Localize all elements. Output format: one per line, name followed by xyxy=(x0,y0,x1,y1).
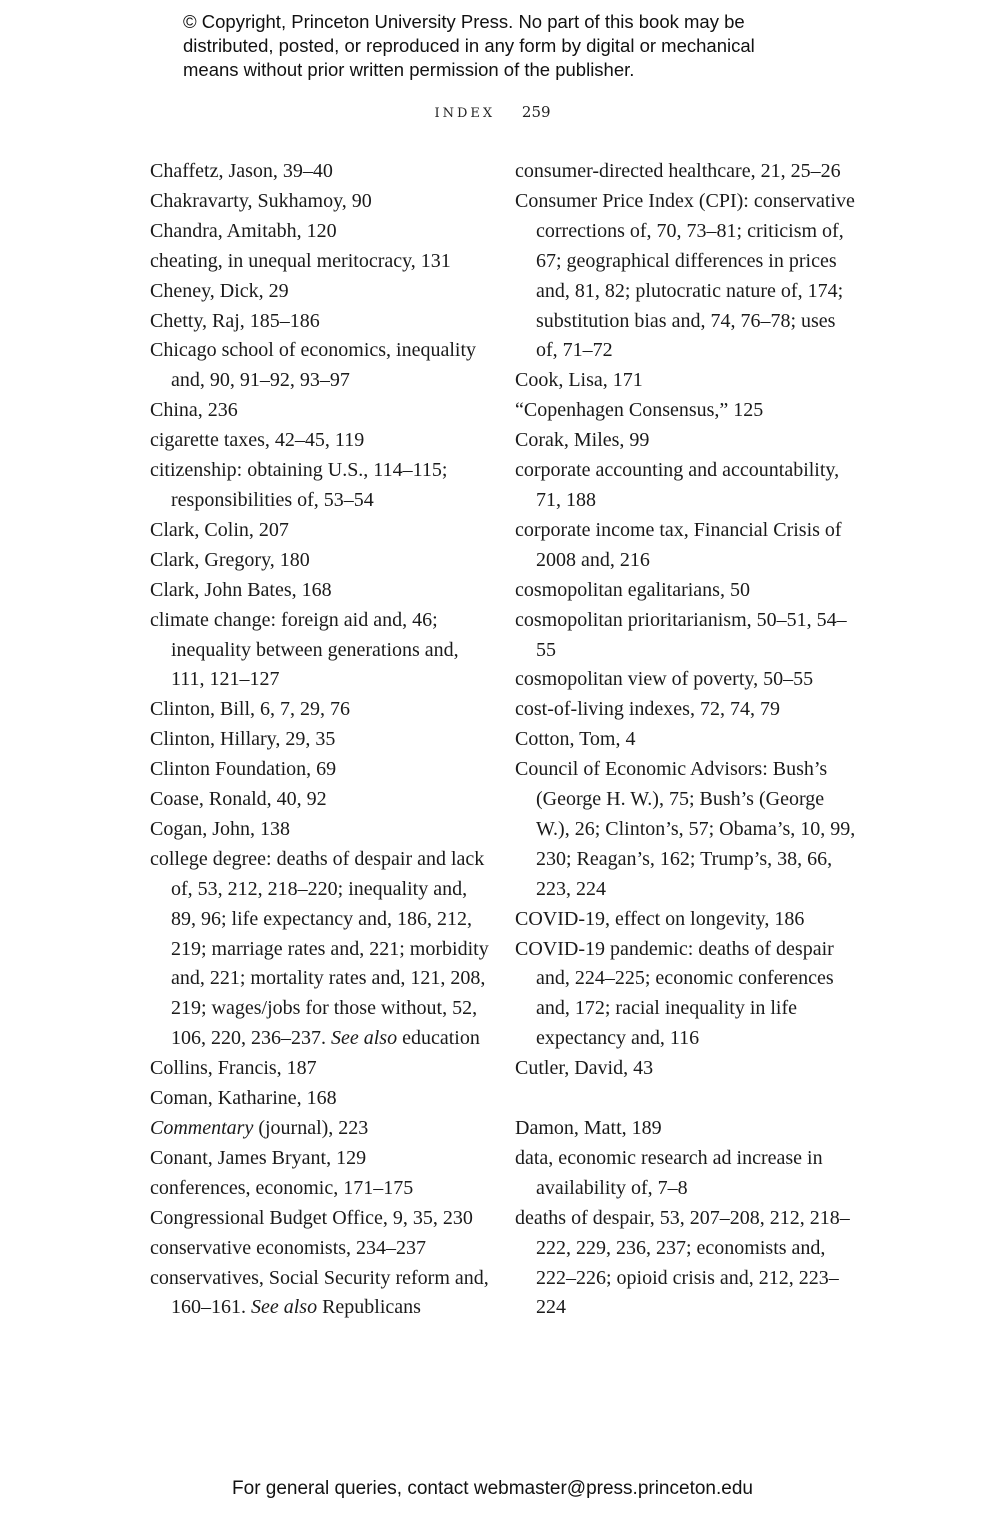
index-entry-conservatives xyxy=(150,1264,495,1324)
index-entry: cosmopolitan egalitarians, 50 xyxy=(515,578,750,601)
running-head-label: INDEX xyxy=(434,106,496,121)
index-entry-college-degree xyxy=(150,845,495,1054)
index-entry: Clinton Foundation, 69 xyxy=(150,758,337,781)
entry-text: conservatives, Social Security reform and, 160–161. xyxy=(150,1266,489,1319)
letter-group-gap xyxy=(515,1084,860,1114)
index-entry: conservative economists, 234–237 xyxy=(150,1236,427,1259)
index-entry: Cotton, Tom, 4 xyxy=(515,728,636,751)
index-entry: deaths of despair, 53, 207–208, 212, 218–222, 229, 236, 237; economists and, 222–226; opioid crisis and, 212, 223–224 xyxy=(515,1206,850,1319)
index-entry: Chetty, Raj, 185–186 xyxy=(150,309,320,332)
index-entry: corporate accounting and accountability, 71, 188 xyxy=(515,459,840,511)
index-entry-commentary xyxy=(150,1114,495,1144)
index-entry: Clark, Colin, 207 xyxy=(150,518,289,541)
see-also-label: See also xyxy=(331,1027,398,1050)
index-entry: COVID-19 pandemic: deaths of despair and, 224–225; economic conferences and, 172; racial inequality in life expectancy and, 116 xyxy=(515,937,834,1050)
index-entry: conferences, economic, 171–175 xyxy=(150,1176,414,1199)
index-entry: Cook, Lisa, 171 xyxy=(515,369,643,392)
index-entry: Coman, Katharine, 168 xyxy=(150,1087,337,1110)
page-number: 259 xyxy=(521,103,551,121)
index-entry: cost-of-living indexes, 72, 74, 79 xyxy=(515,698,780,721)
index-entry: Collins, Francis, 187 xyxy=(150,1057,317,1080)
index-entry: Chaffetz, Jason, 39–40 xyxy=(150,160,333,182)
copyright-line: © Copyright, Princeton University Press. No part of this book may be xyxy=(183,11,745,32)
running-head xyxy=(0,103,985,121)
index-column-left xyxy=(150,157,495,1323)
entry-text: college degree: deaths of despair and lack of, 53, 212, 218–220; inequality and, 89, 96; life expectancy and, 186, 212, 219; marriage rates and, 221; morbidity and, 221; mortality rates and, 121, 208, 219; wages/jobs for those without, 52, 106, 220, 236–237. xyxy=(150,847,489,1050)
index-entry: Coase, Ronald, 40, 92 xyxy=(150,788,327,811)
entry-text: (journal), 223 xyxy=(258,1117,369,1139)
footer-contact: For general queries, contact webmaster@press.princeton.edu xyxy=(232,1478,753,1499)
copyright-line: distributed, posted, or reproduced in any form by digital or mechanical xyxy=(183,35,755,56)
index-entry: Chicago school of economics, inequality and, 90, 91–92, 93–97 xyxy=(150,339,477,392)
index-entry: Conant, James Bryant, 129 xyxy=(150,1146,367,1169)
see-also-ref: education xyxy=(402,1027,480,1050)
index-entry: consumer-directed healthcare, 21, 25–26 xyxy=(515,160,841,182)
copyright-notice xyxy=(183,10,883,82)
journal-title: Commentary xyxy=(150,1117,254,1139)
index-entry: Council of Economic Advisors: Bush’s (George H. W.), 75; Bush’s (George W.), 26; Clinton’s, 57; Obama’s, 10, 99, 230; Reagan’s, 162; Trump’s, 38, 66, 223, 224 xyxy=(515,758,856,900)
index-entry: Congressional Budget Office, 9, 35, 230 xyxy=(150,1206,473,1229)
index-entry: cosmopolitan view of poverty, 50–55 xyxy=(515,668,814,691)
index-entry: Cheney, Dick, 29 xyxy=(150,279,289,302)
see-also-ref: Republicans xyxy=(322,1296,421,1319)
index-entry: Clinton, Bill, 6, 7, 29, 76 xyxy=(150,698,351,721)
index-column-right xyxy=(515,157,860,1323)
index-entry: climate change: foreign aid and, 46; inequality between generations and, 111, 121–127 xyxy=(150,608,459,691)
index-entry: Chandra, Amitabh, 120 xyxy=(150,219,337,242)
index-entry: Clark, Gregory, 180 xyxy=(150,548,310,571)
copyright-line: means without prior written permission of the publisher. xyxy=(183,59,635,80)
index-entry: Clinton, Hillary, 29, 35 xyxy=(150,728,336,751)
see-also-label: See also xyxy=(251,1296,318,1319)
index-entry: corporate income tax, Financial Crisis of 2008 and, 216 xyxy=(515,518,842,571)
index-entry: cigarette taxes, 42–45, 119 xyxy=(150,429,365,452)
index-entry: China, 236 xyxy=(150,399,238,422)
index-entry: Corak, Miles, 99 xyxy=(515,429,650,452)
index-entry: COVID-19, effect on longevity, 186 xyxy=(515,907,805,930)
index-entry: citizenship: obtaining U.S., 114–115; responsibilities of, 53–54 xyxy=(150,459,448,511)
index-entry: cheating, in unequal meritocracy, 131 xyxy=(150,249,451,272)
index-entry: Cutler, David, 43 xyxy=(515,1057,654,1080)
index-entry: Chakravarty, Sukhamoy, 90 xyxy=(150,189,372,212)
index-entry: Consumer Price Index (CPI): conservative corrections of, 70, 73–81; criticism of, 67; geographical differences in prices and, 81, 82; plutocratic nature of, 174; substitution bias and, 74, 76–78; uses of, 71–72 xyxy=(515,189,855,362)
index-entry: Cogan, John, 138 xyxy=(150,817,290,840)
index-entry: “Copenhagen Consensus,” 125 xyxy=(515,399,764,422)
index-entry: Clark, John Bates, 168 xyxy=(150,578,332,601)
index-entry: Damon, Matt, 189 xyxy=(515,1116,662,1139)
index-entry: data, economic research ad increase in availability of, 7–8 xyxy=(515,1146,823,1199)
index-entry: cosmopolitan prioritarianism, 50–51, 54–55 xyxy=(515,608,847,661)
